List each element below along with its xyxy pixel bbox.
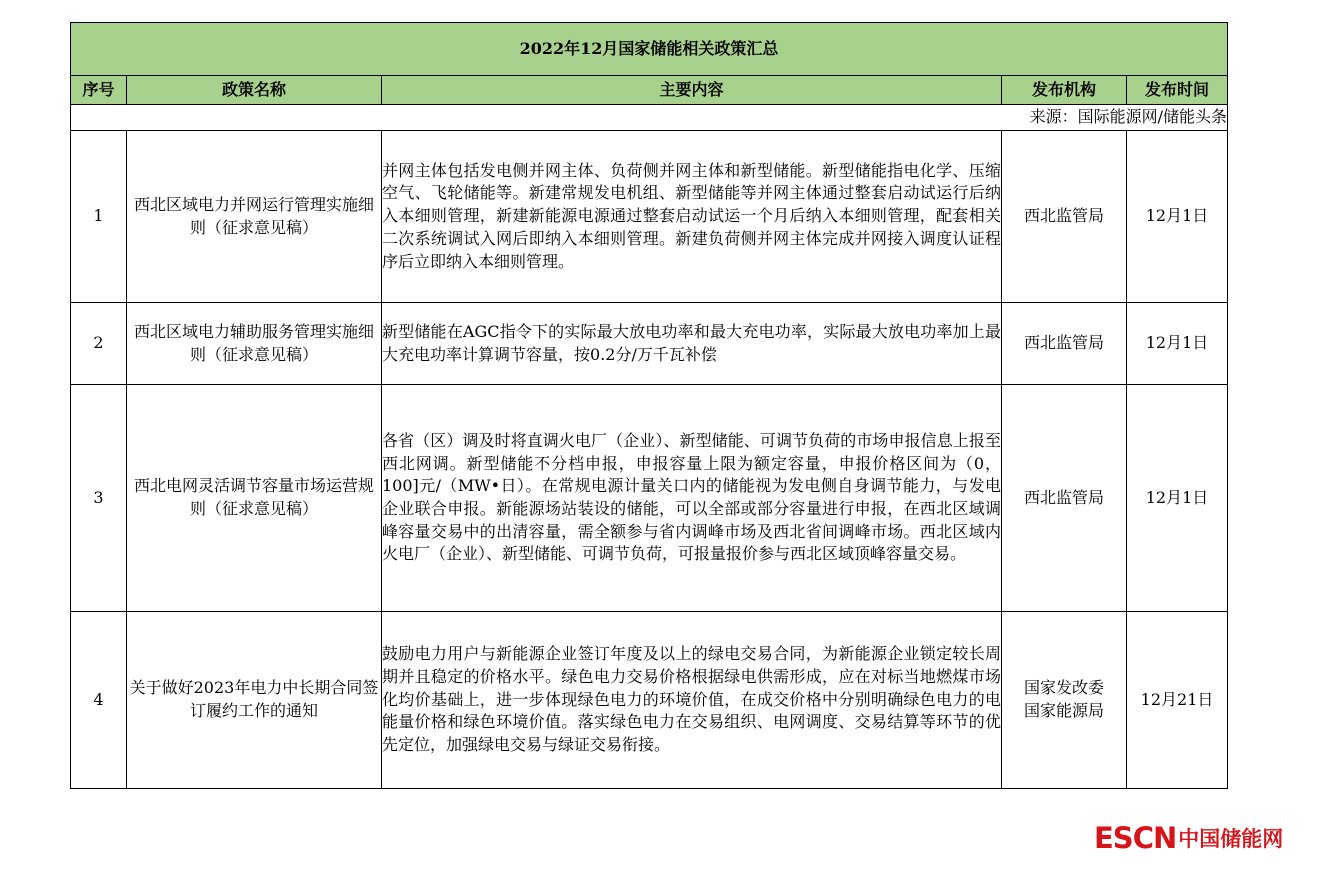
policy-date: 12月1日	[1127, 385, 1228, 612]
org-line: 西北监管局	[1023, 333, 1104, 353]
org-line: 西北监管局	[1023, 487, 1104, 507]
table-title: 2022年12月国家储能相关政策汇总	[71, 23, 1228, 76]
policy-date: 12月1日	[1127, 303, 1228, 385]
header-content: 主要内容	[382, 76, 1002, 105]
row-no: 3	[71, 385, 127, 612]
header-date: 发布时间	[1127, 76, 1228, 105]
escn-logo	[1094, 820, 1283, 856]
policy-content: 并网主体包括发电侧并网主体、负荷侧并网主体和新型储能。新型储能指电化学、压缩空气、飞轮储能等。新建常规发电机组、新型储能等并网主体通过整套启动试运行后纳入本细则管理，新建新能源电源通过整套启动试运一个月后纳入本细则管理，配套相关二次系统调试入网后即纳入本细则管理。新建负荷侧并网主体完成并网接入调度认证程序后立即纳入本细则管理。	[382, 131, 1002, 303]
policy-org	[1002, 612, 1127, 789]
policy-name: 西北电网灵活调节容量市场运营规则（征求意见稿）	[127, 385, 382, 612]
row-no: 1	[71, 131, 127, 303]
table-row	[71, 131, 1228, 303]
source-note: 来源：国际能源网/储能头条	[71, 105, 1228, 131]
header-no: 序号	[71, 76, 127, 105]
policy-content: 鼓励电力用户与新能源企业签订年度及以上的绿电交易合同，为新能源企业锁定较长周期并且稳定的价格水平。绿色电力交易价格根据绿电供需形成，应在对标当地燃煤市场化均价基础上，进一步体现绿色电力的环境价值，在成交价格中分别明确绿色电力的电能量价格和绿色环境价值。落实绿色电力在交易组织、电网调度、交易结算等环节的优先定位，加强绿电交易与绿证交易衔接。	[382, 612, 1002, 789]
policy-content: 新型储能在AGC指令下的实际最大放电功率和最大充电功率，实际最大放电功率加上最大充电功率计算调节容量，按0.2分/万千瓦补偿	[382, 303, 1002, 385]
policy-org	[1002, 385, 1127, 612]
logo-en-text: ESCN	[1094, 821, 1177, 855]
table-row	[71, 385, 1228, 612]
org-line: 西北监管局	[1023, 206, 1104, 226]
policy-name: 西北区域电力并网运行管理实施细则（征求意见稿）	[127, 131, 382, 303]
header-org: 发布机构	[1002, 76, 1127, 105]
policy-content: 各省（区）调及时将直调火电厂（企业）、新型储能、可调节负荷的市场申报信息上报至西北网调。新型储能不分档申报，申报容量上限为额定容量，申报价格区间为（0，100]元/（MW•日）。在常规电源计量关口内的储能视为发电侧自身调节能力，与发电企业联合申报。新能源场站装设的储能，可以全部或部分容量进行申报，在西北区域调峰容量交易中的出清容量，需全额参与省内调峰市场及西北省间调峰市场。西北区域内火电厂（企业）、新型储能、可调节负荷，可报量报价参与西北区域顶峰容量交易。	[382, 385, 1002, 612]
logo-cn-text: 中国储能网	[1178, 827, 1284, 851]
table-row	[71, 612, 1228, 789]
org-line: 国家发改委	[1023, 678, 1104, 698]
policy-org	[1002, 303, 1127, 385]
policy-org	[1002, 131, 1127, 303]
table-row	[71, 303, 1228, 385]
policy-date: 12月21日	[1127, 612, 1228, 789]
row-no: 4	[71, 612, 127, 789]
header-name: 政策名称	[127, 76, 382, 105]
org-line: 国家能源局	[1023, 701, 1104, 720]
policy-name: 西北区域电力辅助服务管理实施细则（征求意见稿）	[127, 303, 382, 385]
row-no: 2	[71, 303, 127, 385]
policy-date: 12月1日	[1127, 131, 1228, 303]
policy-name: 关于做好2023年电力中长期合同签订履约工作的通知	[127, 612, 382, 789]
policy-table	[70, 22, 1228, 789]
